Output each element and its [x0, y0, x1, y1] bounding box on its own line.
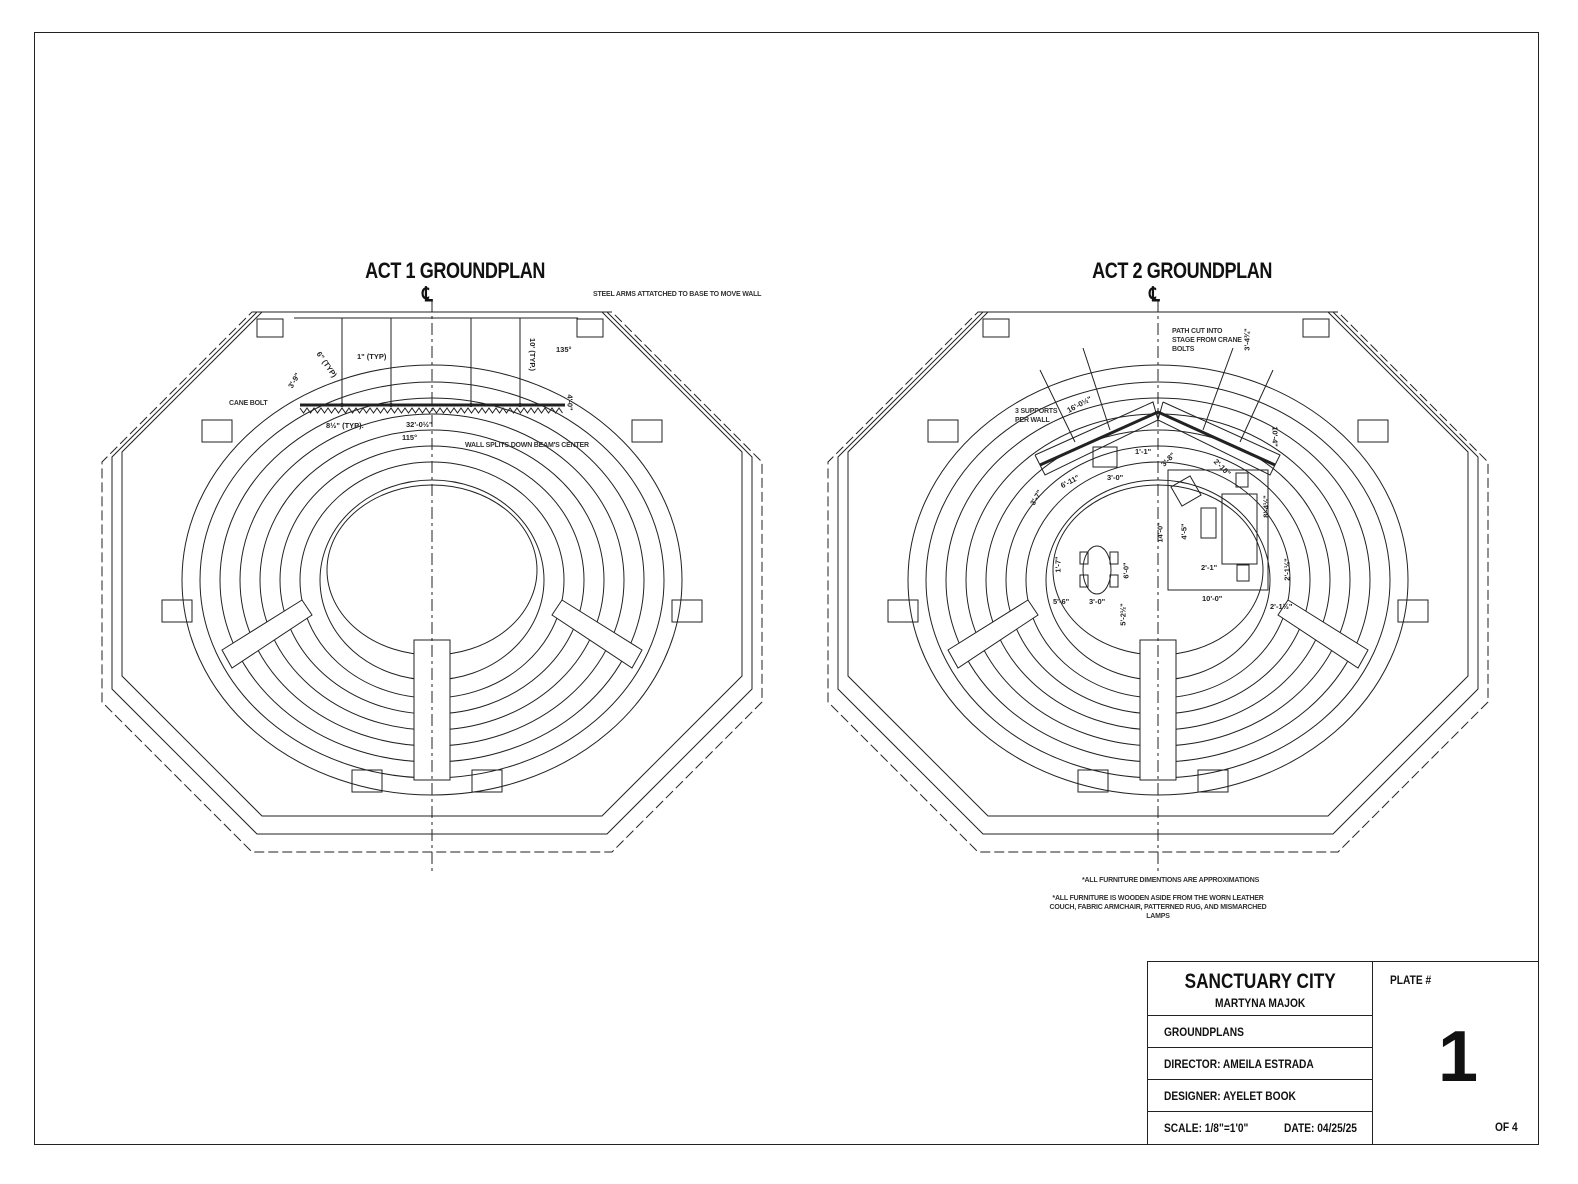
act2-dim-9: 2'-10" — [1211, 457, 1233, 478]
act1-corner-block-right — [577, 319, 603, 337]
act2-vom-stair-0 — [928, 420, 958, 442]
act1-cane-bolt-2 — [469, 403, 473, 407]
act2-dim-7: 3'-7" — [1028, 488, 1045, 507]
director: DIRECTOR: AMEILA ESTRADA — [1164, 1057, 1314, 1071]
act2-furniture-wooden-note: *ALL FURNITURE IS WOODEN ASIDE FROM THE WORN LEATHER COUCH, FABRIC ARMCHAIR, PATTERNED RUG, AND MISMARCHED LAMPS — [1049, 895, 1267, 920]
act1-dim-3: 3'-9" — [286, 371, 303, 390]
act1-vom-stair-0 — [202, 420, 232, 442]
act2-centerline-symbol: ℄ — [1149, 284, 1160, 306]
act1-cane-bolt-0 — [340, 403, 344, 407]
act2-dim-15: 6'-0" — [1121, 562, 1131, 579]
act1-left-aisle — [222, 600, 312, 668]
act2-dim-20: 2'-1½" — [1282, 558, 1292, 581]
act2-dim-4: 6'-11" — [1059, 472, 1081, 491]
act2-dim-3: 10'-4" — [1270, 426, 1280, 447]
act2-vom-stair-2 — [888, 600, 918, 622]
act1-steel-arms-note: STEEL ARMS ATTATCHED TO BASE TO MOVE WALL — [593, 291, 762, 298]
designer: DESIGNER: AYELET BOOK — [1164, 1089, 1296, 1103]
act1-vom-stair-1 — [632, 420, 662, 442]
act2-dim-10: 14'-0" — [1155, 522, 1165, 543]
act2-dim-2: 16'-0½" — [1065, 394, 1094, 415]
act2-vom-stair-1 — [1358, 420, 1388, 442]
act1-corner-block-left — [257, 319, 283, 337]
act1-dim-2: 6" (TYP) — [314, 349, 339, 380]
act2-dim-6: 1'-1" — [1135, 447, 1152, 456]
playwright: MARTYNA MAJOK — [1215, 996, 1306, 1010]
act2-dim-19: 10'-0" — [1202, 594, 1223, 603]
act1-vom-stair-3 — [672, 600, 702, 622]
act2-dim-18: 5'-2½" — [1118, 603, 1128, 626]
act1-cane-bolt-1 — [389, 403, 393, 407]
plate-label: PLATE # — [1390, 973, 1432, 987]
act2-steel-arm-1 — [1083, 348, 1110, 430]
act2-path-cut-note: PATH CUT INTO STAGE FROM CRANE BOLTS — [1172, 328, 1242, 353]
act1-dim-4: 10' (TYP.) — [527, 338, 537, 371]
act2-dim-16: 5'-6" — [1053, 597, 1070, 606]
date: DATE: 04/25/25 — [1284, 1121, 1357, 1135]
act1-dim-1: 1" (TYP) — [357, 352, 387, 361]
act2-corner-block-left — [983, 319, 1009, 337]
act1-dim-8: 32'-0½" — [406, 420, 433, 429]
act2-title: ACT 2 GROUNDPLAN — [1092, 258, 1272, 283]
sheet-title: GROUNDPLANS — [1164, 1025, 1244, 1039]
act2-vom-stair-3 — [1398, 600, 1428, 622]
act2-lamp-1 — [1236, 473, 1248, 487]
act1-centerline-symbol: ℄ — [422, 284, 433, 306]
act2-dim-11: 8'-4½" — [1261, 495, 1271, 518]
act1-cane-bolt-note: CANE BOLT — [229, 400, 268, 407]
act1-vom-stair-2 — [162, 600, 192, 622]
act2-dim-14: 1'-7" — [1053, 556, 1063, 573]
act1-vom-stair-5 — [472, 770, 502, 792]
act1-cane-bolt-3 — [518, 403, 522, 407]
plate-number: 1 — [1438, 1017, 1479, 1097]
act1-right-aisle — [552, 600, 642, 668]
act2-furniture-approx-note: *ALL FURNITURE DIMENTIONS ARE APPROXIMATIONS — [1082, 877, 1260, 884]
act1-dim-7: 8½" (TYP). — [326, 421, 364, 430]
title-block — [1147, 961, 1539, 1145]
of-total: OF 4 — [1495, 1120, 1518, 1134]
title-block-show — [1148, 962, 1373, 1016]
scale: SCALE: 1/8"=1'0" — [1164, 1121, 1249, 1135]
act2-dim-12: 4'-5" — [1179, 523, 1189, 540]
act1-dim-5: 135° — [556, 345, 572, 354]
act2-vom-stair-4 — [1078, 770, 1108, 792]
act1-wall-bracing — [300, 408, 563, 413]
act1-wall-splits-note: WALL SPLITS DOWN BEAM'S CENTER — [465, 442, 589, 449]
act2-dim-5: 3'-0" — [1107, 473, 1124, 482]
act2-dim-13: 2'-1" — [1201, 563, 1218, 572]
act2-dim-8: 3'-8" — [1159, 450, 1177, 469]
show-title: SANCTUARY CITY — [1184, 970, 1337, 993]
act1-dim-6: 4'-0" — [565, 394, 575, 411]
act2-dim-17: 3'-0" — [1089, 597, 1106, 606]
act1-title: ACT 1 GROUNDPLAN — [365, 258, 545, 283]
act2-supports-note: 3 SUPPORTS PER WALL — [1015, 408, 1058, 424]
act1-vom-stair-4 — [352, 770, 382, 792]
act2-dim-1: 3'-4¾" — [1242, 328, 1252, 351]
act2-vom-stair-5 — [1198, 770, 1228, 792]
act2-dim-21: 2'-1½" — [1270, 602, 1293, 611]
act1-dim-9: 115° — [402, 433, 418, 442]
act2-left-aisle — [948, 600, 1038, 668]
act2-corner-block-right — [1303, 319, 1329, 337]
act2-steel-arm-2 — [1203, 348, 1233, 430]
